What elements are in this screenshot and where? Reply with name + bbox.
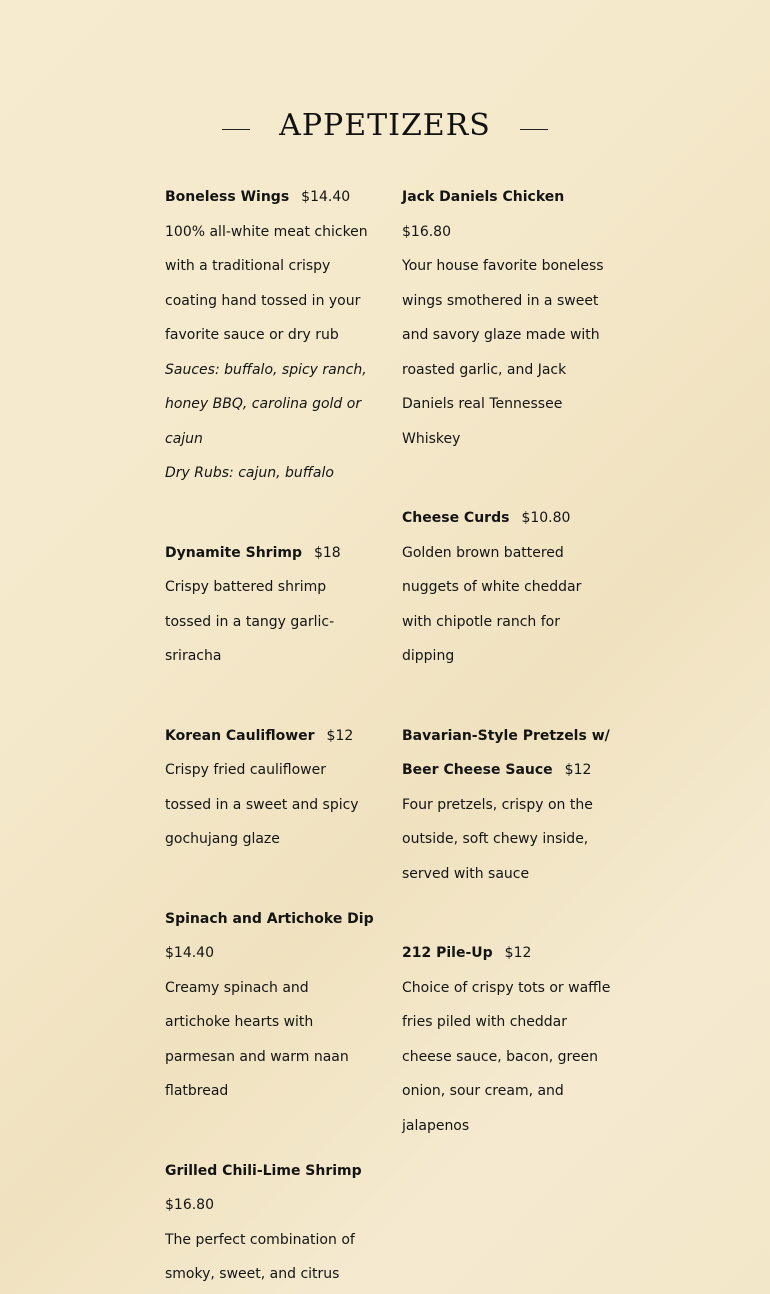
right-column xyxy=(402,180,612,1143)
item-note: Dry Rubs: cajun, buffalo xyxy=(165,465,334,481)
menu-item-dynamite-shrimp xyxy=(165,536,375,674)
item-price: $16.80 xyxy=(165,1197,214,1213)
menu-item-boneless-wings xyxy=(165,180,375,491)
item-price: $12 xyxy=(504,945,532,961)
item-description: Golden brown battered nuggets of white cheddar with chipotle ranch for dipping xyxy=(402,544,582,664)
item-description: Choice of crispy tots or waffle fries piled with cheddar cheese sauce, bacon, green onion, sour cream, and jalapenos xyxy=(402,979,611,1134)
menu-item-grilled-chili-lime-shrimp xyxy=(165,1154,375,1292)
item-price: $14.40 xyxy=(165,945,214,961)
item-name: Boneless Wings xyxy=(165,189,290,205)
item-description: Creamy spinach and artichoke hearts with parmesan and warm naan flatbread xyxy=(165,979,349,1099)
section-heading xyxy=(0,104,770,148)
item-note: Sauces: buffalo, spicy ranch, honey BBQ, carolina gold or cajun xyxy=(165,361,367,447)
item-name: Jack Daniels Chicken xyxy=(402,189,565,205)
item-description: Four pretzels, crispy on the outside, soft chewy inside, served with sauce xyxy=(402,796,593,882)
item-price: $12 xyxy=(564,762,592,778)
item-name: Grilled Chili-Lime Shrimp xyxy=(165,1162,362,1179)
left-column xyxy=(165,180,375,1292)
item-name: Bavarian-Style Pretzels w/ Beer Cheese Sauce xyxy=(402,727,610,778)
item-name: Spinach and Artichoke Dip xyxy=(165,910,374,927)
item-price: $18 xyxy=(313,544,341,561)
item-description: Crispy fried cauliflower tossed in a sweet and spicy gochujang glaze xyxy=(165,762,359,847)
item-price: $10.80 xyxy=(521,510,571,526)
heading-rule-left xyxy=(222,129,250,130)
item-name: 212 Pile-Up xyxy=(402,945,493,961)
menu-item-bavarian-pretzels xyxy=(402,719,612,892)
item-name: Cheese Curds xyxy=(402,510,510,526)
heading-rule-right xyxy=(520,129,548,130)
item-description: The perfect combination of smoky, sweet, and citrus xyxy=(165,1231,355,1282)
item-description: Your house favorite boneless wings smothered in a sweet and savory glaze made with roasted garlic, and Jack Daniels real Tennessee Whiskey xyxy=(402,258,604,447)
section-title: APPETIZERS xyxy=(279,108,491,143)
menu-item-spinach-artichoke-dip xyxy=(165,902,375,1109)
item-price: $16.80 xyxy=(402,223,451,240)
menu-item-jack-daniels-chicken xyxy=(402,180,612,456)
item-name: Korean Cauliflower xyxy=(165,727,315,744)
item-price: $12 xyxy=(326,727,354,744)
menu-item-korean-cauliflower xyxy=(165,719,375,857)
item-description: 100% all-white meat chicken with a traditional crispy coating hand tossed in your favorite sauce or dry rub xyxy=(165,223,368,343)
item-description: Crispy battered shrimp tossed in a tangy garlic-sriracha xyxy=(165,579,335,664)
item-price: $14.40 xyxy=(301,189,351,205)
menu-item-212-pile-up xyxy=(402,936,612,1143)
menu-item-cheese-curds xyxy=(402,501,612,674)
item-name: Dynamite Shrimp xyxy=(165,544,302,561)
